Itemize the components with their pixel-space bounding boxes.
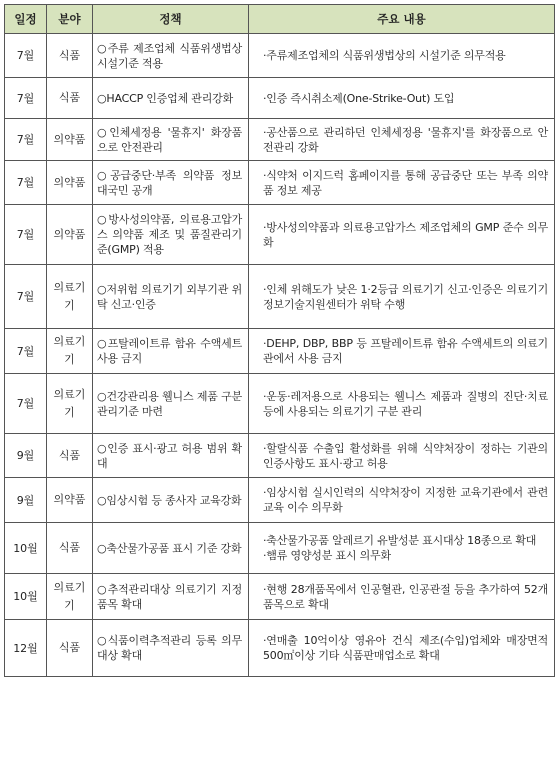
row-month: 7월: [5, 329, 47, 374]
table-row: [5, 161, 555, 205]
row-policy: ○HACCP 인증업체 관리강화: [93, 78, 249, 119]
row-main-content: [249, 574, 555, 620]
content-line: ·방사성의약품과 의료용고압가스 제조업체의 GMP 준수 의무화: [263, 220, 548, 249]
table-row: [5, 478, 555, 523]
row-month: 12월: [5, 620, 47, 677]
row-field: 식품: [47, 620, 93, 677]
row-field: 의료기기: [47, 574, 93, 620]
row-policy: ○인체세정용 '물휴지' 화장품으로 안전관리: [93, 119, 249, 161]
row-main-content: [249, 523, 555, 574]
row-main-content: [249, 161, 555, 205]
row-field: 의약품: [47, 478, 93, 523]
row-main-content: [249, 374, 555, 434]
row-field: 의료기기: [47, 265, 93, 329]
table-row: [5, 34, 555, 78]
content-line: ·연매출 10억이상 영유아 건식 제조(수입)업체와 매장면적 500㎡이상 기타 식품판매업소로 확대: [263, 634, 548, 662]
row-month: 7월: [5, 78, 47, 119]
row-field: 식품: [47, 78, 93, 119]
row-main-content: [249, 329, 555, 374]
content-line: ·임상시험 실시인력의 식약처장이 지정한 교육기관에서 관련교육 이수 의무화: [263, 486, 548, 514]
row-field: 식품: [47, 523, 93, 574]
row-main-content: [249, 205, 555, 265]
row-main-content: [249, 620, 555, 677]
content-line: ·운동·레저용으로 사용되는 웰니스 제품과 질병의 진단·치료 등에 사용되는 의료기기 구분 관리: [263, 389, 548, 418]
row-policy: ○건강관리용 웰니스 제품 구분관리기준 마련: [93, 374, 249, 434]
content-line: ·식약처 이지드럭 홈페이지를 통해 공급중단 또는 부족 의약품 정보 제공: [263, 168, 548, 197]
content-line: ·인체 위해도가 낮은 1·2등급 의료기기 신고·인증은 의료기기정보기술지원센터가 위탁 수행: [263, 282, 548, 311]
row-main-content: [249, 434, 555, 478]
content-line: ·인증 즉시취소제(One-Strike-Out) 도입: [263, 91, 455, 105]
row-policy: ○방사성의약품, 의료용고압가스 의약품 제조 및 품질관리기준(GMP) 적용: [93, 205, 249, 265]
row-policy: ○주류 제조업체 식품위생법상 시설기준 적용: [93, 34, 249, 78]
row-month: 9월: [5, 434, 47, 478]
table-row: [5, 265, 555, 329]
policy-table-container: [4, 4, 554, 677]
table-row: [5, 205, 555, 265]
content-line: ·공산품으로 관리하던 인체세정용 '물휴지'를 화장품으로 안전관리 강화: [263, 125, 548, 154]
row-policy: ○추적관리대상 의료기기 지정 품목 확대: [93, 574, 249, 620]
row-field: 의약품: [47, 205, 93, 265]
row-field: 의료기기: [47, 374, 93, 434]
row-month: 7월: [5, 161, 47, 205]
table-row: [5, 523, 555, 574]
row-main-content: [249, 78, 555, 119]
row-main-content: [249, 478, 555, 523]
row-month: 10월: [5, 574, 47, 620]
table-row: [5, 374, 555, 434]
table-row: [5, 78, 555, 119]
row-policy: ○프탈레이트류 함유 수액세트 사용 금지: [93, 329, 249, 374]
row-policy: ○식품이력추적관리 등록 의무 대상 확대: [93, 620, 249, 677]
row-field: 식품: [47, 34, 93, 78]
row-month: 7월: [5, 34, 47, 78]
row-field: 의약품: [47, 119, 93, 161]
content-line: ·현행 28개품목에서 인공혈관, 인공관절 등을 추가하여 52개 품목으로 확대: [263, 582, 548, 611]
row-main-content: [249, 34, 555, 78]
header-field: 분야: [47, 5, 93, 34]
row-month: 7월: [5, 265, 47, 329]
row-month: 7월: [5, 119, 47, 161]
header-policy: 정책: [93, 5, 249, 34]
content-line: ·축산물가공품 알레르기 유발성분 표시대상 18종으로 확대: [263, 534, 537, 547]
row-field: 의료기기: [47, 329, 93, 374]
table-row: [5, 329, 555, 374]
row-month: 7월: [5, 205, 47, 265]
row-policy: ○저위험 의료기기 외부기관 위탁 신고·인증: [93, 265, 249, 329]
row-policy: ○공급중단·부족 의약품 정보 대국민 공개: [93, 161, 249, 205]
row-main-content: [249, 265, 555, 329]
table-row: [5, 620, 555, 677]
row-month: 9월: [5, 478, 47, 523]
row-policy: ○임상시험 등 종사자 교육강화: [93, 478, 249, 523]
table-row: [5, 434, 555, 478]
row-field: 식품: [47, 434, 93, 478]
row-policy: ○축산물가공품 표시 기준 강화: [93, 523, 249, 574]
row-month: 10월: [5, 523, 47, 574]
header-schedule: 일정: [5, 5, 47, 34]
table-row: [5, 574, 555, 620]
policy-schedule-table: [4, 4, 555, 677]
row-policy: ○인증 표시·광고 허용 범위 확대: [93, 434, 249, 478]
table-header-row: [5, 5, 555, 34]
table-row: [5, 119, 555, 161]
content-line: ·DEHP, DBP, BBP 등 프탈레이트류 함유 수액세트의 의료기관에서 사용 금지: [263, 337, 548, 365]
content-line: ·주류제조업체의 식품위생법상의 시설기준 의무적용: [263, 49, 506, 62]
row-month: 7월: [5, 374, 47, 434]
header-main-content: 주요 내용: [249, 5, 555, 34]
table-body: [5, 34, 555, 677]
content-line: ·할랄식품 수출입 활성화를 위해 식약처장이 정하는 기관의 인증사항도 표시·광고 허용: [263, 441, 548, 470]
row-main-content: [249, 119, 555, 161]
row-field: 의약품: [47, 161, 93, 205]
content-line: ·햄류 영양성분 표시 의무화: [263, 549, 391, 562]
